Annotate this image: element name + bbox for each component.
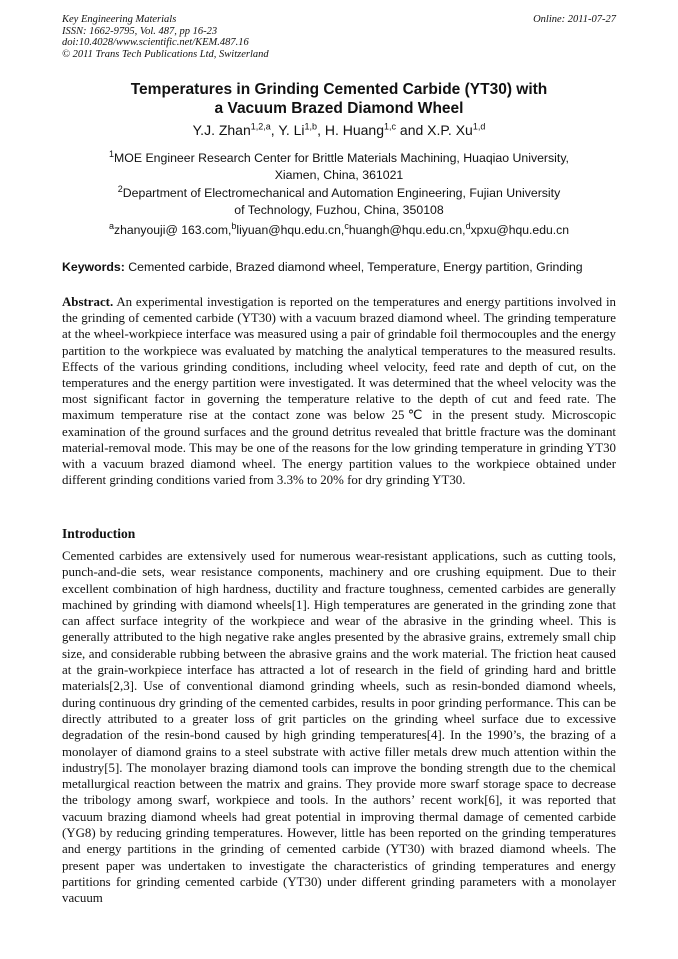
abstract-text: An experimental investigation is reported on the temperatures and energy partitions involved in the grinding of cemented carbide (YT30) with a vacuum brazed diamond wheel. The grinding temperature at the wheel-workpiece interface was measured using a pair of grindable foil thermocouples and the energy partition to the workpiece was evaluated by matching the analytical temperatures to the measured results. Effects of the various grinding conditions, including wheel velocity, feed rate and depth of cut, on the temperatures and the energy partition were investigated. It was determined that the wheel velocity was the most significant factor in governing the temperature relative to the depth of cut and feed rate. The maximum temperature rise at the contact zone was below 25℃ in the present study. Microscopic examination of the ground surfaces and the ground detritus revealed that brittle fracture was the dominant material-removal mode. This may be one of the reasons for the low grinding temperature in grinding YT30 with a vacuum brazed diamond wheel. The energy partition values to the workpiece obtained under different grinding conditions varied from 3.3% to 20% for dry grinding YT30. [62,295,616,488]
section-heading-introduction: Introduction [62,526,136,541]
keywords [62,260,622,274]
email: $^c$huangh@hqu.edu.cn, [344,220,466,237]
doi-line: doi:10.4028/www.scientific.net/KEM.487.16 [62,37,249,48]
author-list [62,122,616,138]
abstract-label: Abstract. [62,295,114,309]
title-line-2: a Vacuum Brazed Diamond Wheel [214,100,464,117]
author: Y.J. Zhan$^{1,2,a}$, [192,121,279,138]
email: $^a$zhanyouji@ 163.com, [108,220,232,237]
online-date: Online: 2011-07-27 [533,14,616,25]
affiliation-2: $^2$Department of Electromechanical and Automation Engineering, Fujian University of Technology, Fuzhou, China, 350108 [117,183,561,217]
email: $^d$xpxu@hqu.edu.cn [465,220,570,237]
author: H. Huang$^{1,c}$ and [324,121,428,138]
author: X.P. Xu$^{1,d}$ [427,121,486,138]
copyright-line: © 2011 Trans Tech Publications Ltd, Switzerland [62,48,269,60]
paper-title [62,80,616,118]
journal-header [62,14,269,60]
author-emails [62,220,616,237]
author: Y. Li$^{1,b}$, [278,121,325,138]
introduction-body: Cemented carbides are extensively used for numerous wear-resistant applications, such as cutting tools, punch-and-die sets, wear resistance components, machinery and ore crushing equipment. Due to their excellent combination of high hardness, ductility and fracture toughness, cemented carbides are generally machined by grinding with diamond wheels[1]. High temperatures are generated in the grinding zone that can affect surface integrity of the workpiece and wear of the abrasive in the grinding wheel. This is generally attributed to the high negative rake angles presented by the abrasive grains, extremely small chip size, and considerable rubbing between the abrasive grains and the work material. The friction heat caused at the grain-workpiece interface has attracted a lot of research in the field of grinding hard and brittle materials[2,3]. Use of conventional diamond grinding wheels, such as resin-bonded diamond wheels, during continuous dry grinding of the cemented carbides, results in poor grinding performance. This can be directly attributed to a greater loss of grit particles on the grinding wheel surface due to excessive degradation of the resin-bond caused by high grinding temperatures[4]. In the 1990’s, the brazing of a monolayer of diamond grains to a steel substrate with active filler metals drew much attention within the industry[5]. The monolayer brazing diamond tools can improve the bonding strength due to the chemical metallurgical reaction between the matrix and grains. They provide more swarf storage space to decrease the tribology among swarf, workpiece and tools. In the authors’ recent work[6], it was reported that vacuum brazing diamond wheels had great potential in improving thermal damage of cemented carbide (YG8) by reducing grinding temperatures. However, little has been reported on the grinding temperatures and energy partitions in the grinding of cemented carbide (YT30) with brazed diamond wheels. The present paper was undertaken to investigate the characteristics of grinding temperatures and energy partitions for grinding cemented carbide (YT30) under different grinding parameters with a monolayer vacuum [62,549,616,906]
keywords-label: Keywords: [62,260,125,274]
keywords-text: Cemented carbide, Brazed diamond wheel, Temperature, Energy partition, Grinding [124,260,583,274]
title-line-1: Temperatures in Grinding Cemented Carbide (YT30) with [130,81,548,98]
journal-name: Key Engineering Materials [62,14,177,25]
abstract [62,294,616,488]
email: $^b$liyuan@hqu.edu.cn, [231,220,345,237]
issn-line: ISSN: 1662-9795, Vol. 487, pp 16-23 [62,25,218,37]
affiliation-1: $^1$MOE Engineer Research Center for Brittle Materials Machining, Huaqiao University, Xiamen, China, 361021 [109,148,569,182]
